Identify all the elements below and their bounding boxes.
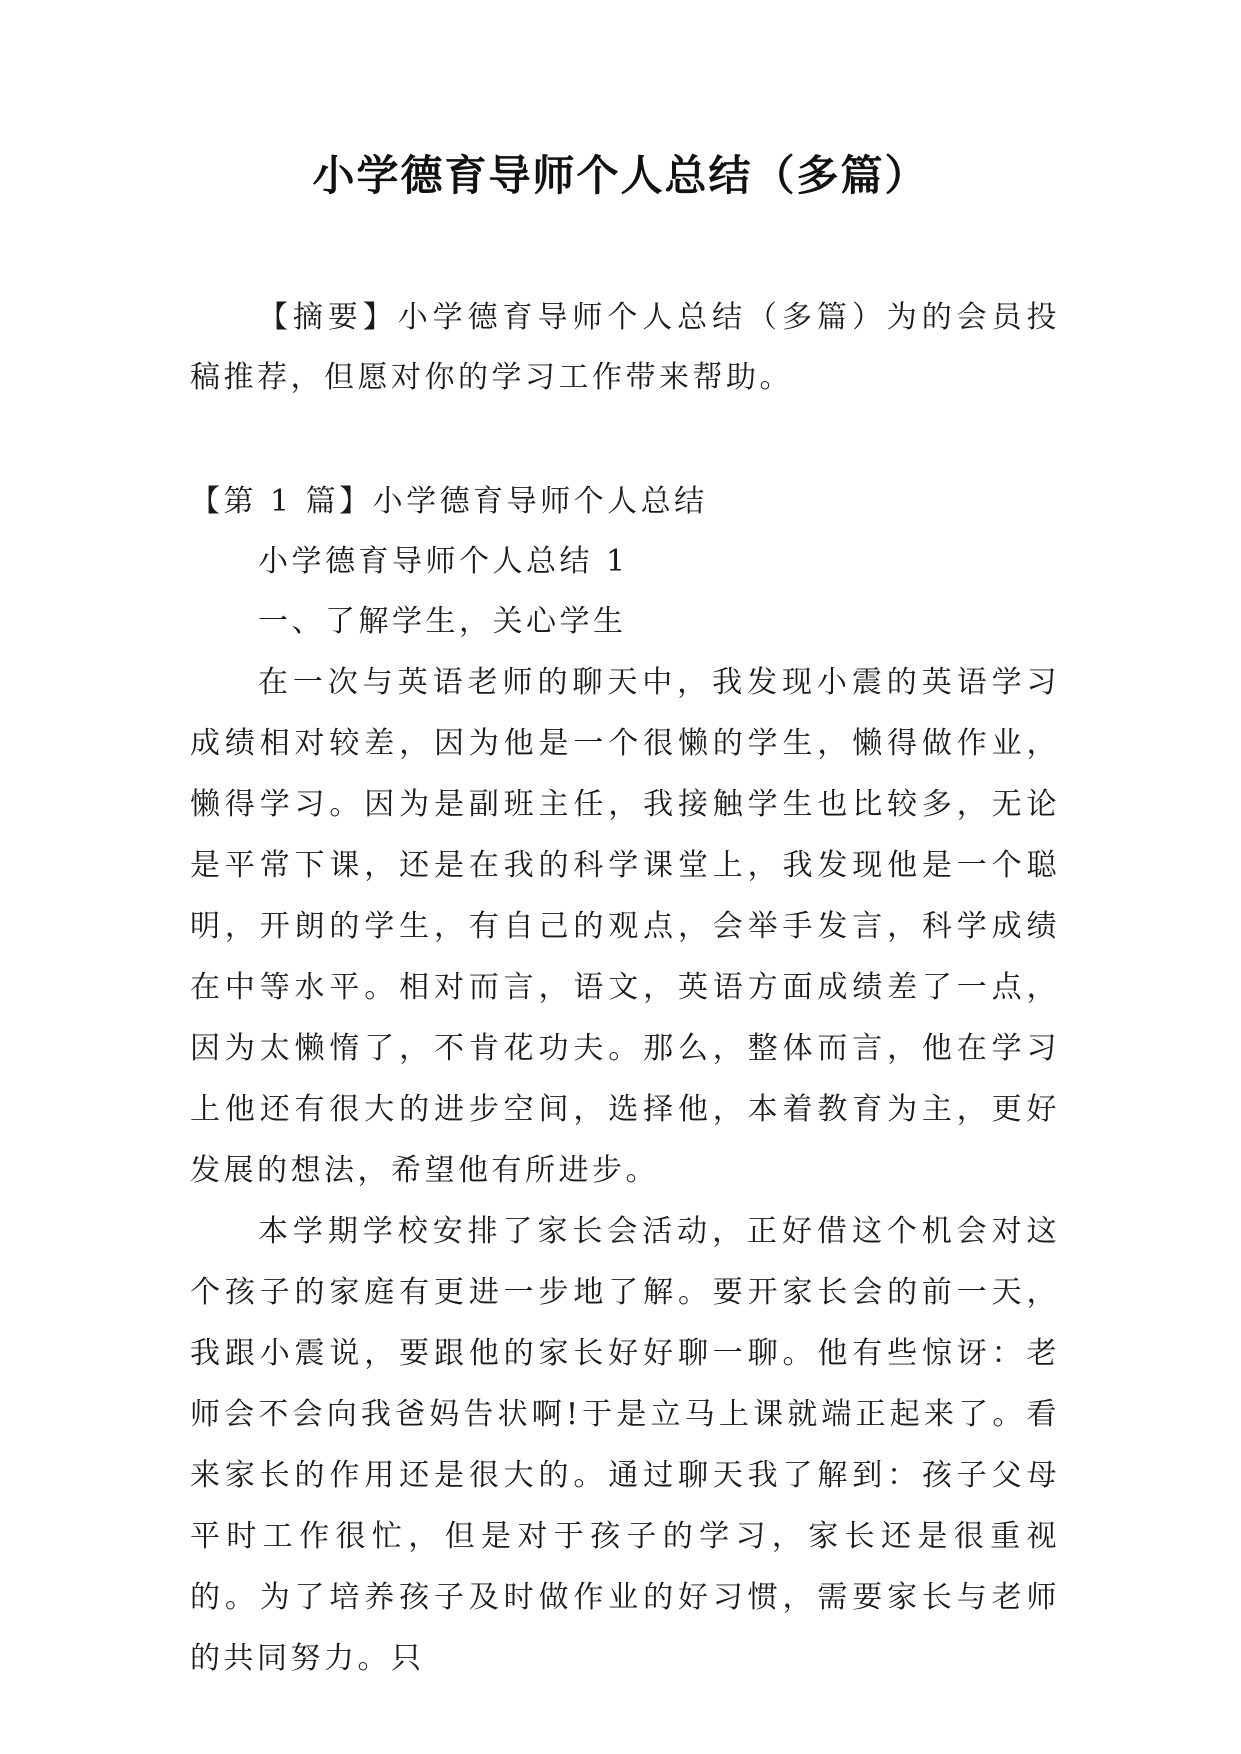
abstract-paragraph: 【摘要】小学德育导师个人总结（多篇）为的会员投稿推荐，但愿对你的学习工作带来帮助。 [190,300,1060,395]
article-subtitle: 小学德育导师个人总结 1 [258,544,629,579]
body-paragraph: 在一次与英语老师的聊天中，我发现小震的英语学习成绩相对较差，因为他是一个很懒的学生，懒得做作业，懒得学习。因为是副班主任，我接触学生也比较多，无论是平常下课，还是在我的科学课堂上，我发现他是一个聪明，开朗的学生，有自己的观点，会举手发言，科学成绩在中等水平。相对而言，语文，英语方面成绩差了一点，因为太懒惰了，不肯花功夫。那么，整体而言，他在学习上他还有很大的进步空间，选择他，本着教育为主，更好发展的想法，希望他有所进步。 [190,665,1060,1188]
heading-understand-students: 一、了解学生，关心学生 [258,604,627,639]
document-body [190,288,1060,1689]
section-heading: 【第 1 篇】小学德育导师个人总结 [190,484,708,519]
body-paragraph: 本学期学校安排了家长会活动，正好借这个机会对这个孩子的家庭有更进一步地了解。要开家长会的前一天，我跟小震说，要跟他的家长好好聊一聊。他有些惊讶：老师会不会向我爸妈告状啊!于是立马上课就端正起来了。看来家长的作用还是很大的。通过聊天我了解到：孩子父母平时工作很忙，但是对于孩子的学习，家长还是很重视的。为了培养孩子及时做作业的好习惯，需要家长与老师的共同努力。只 [190,1214,1060,1676]
document-title: 小学德育导师个人总结（多篇） [312,151,929,200]
